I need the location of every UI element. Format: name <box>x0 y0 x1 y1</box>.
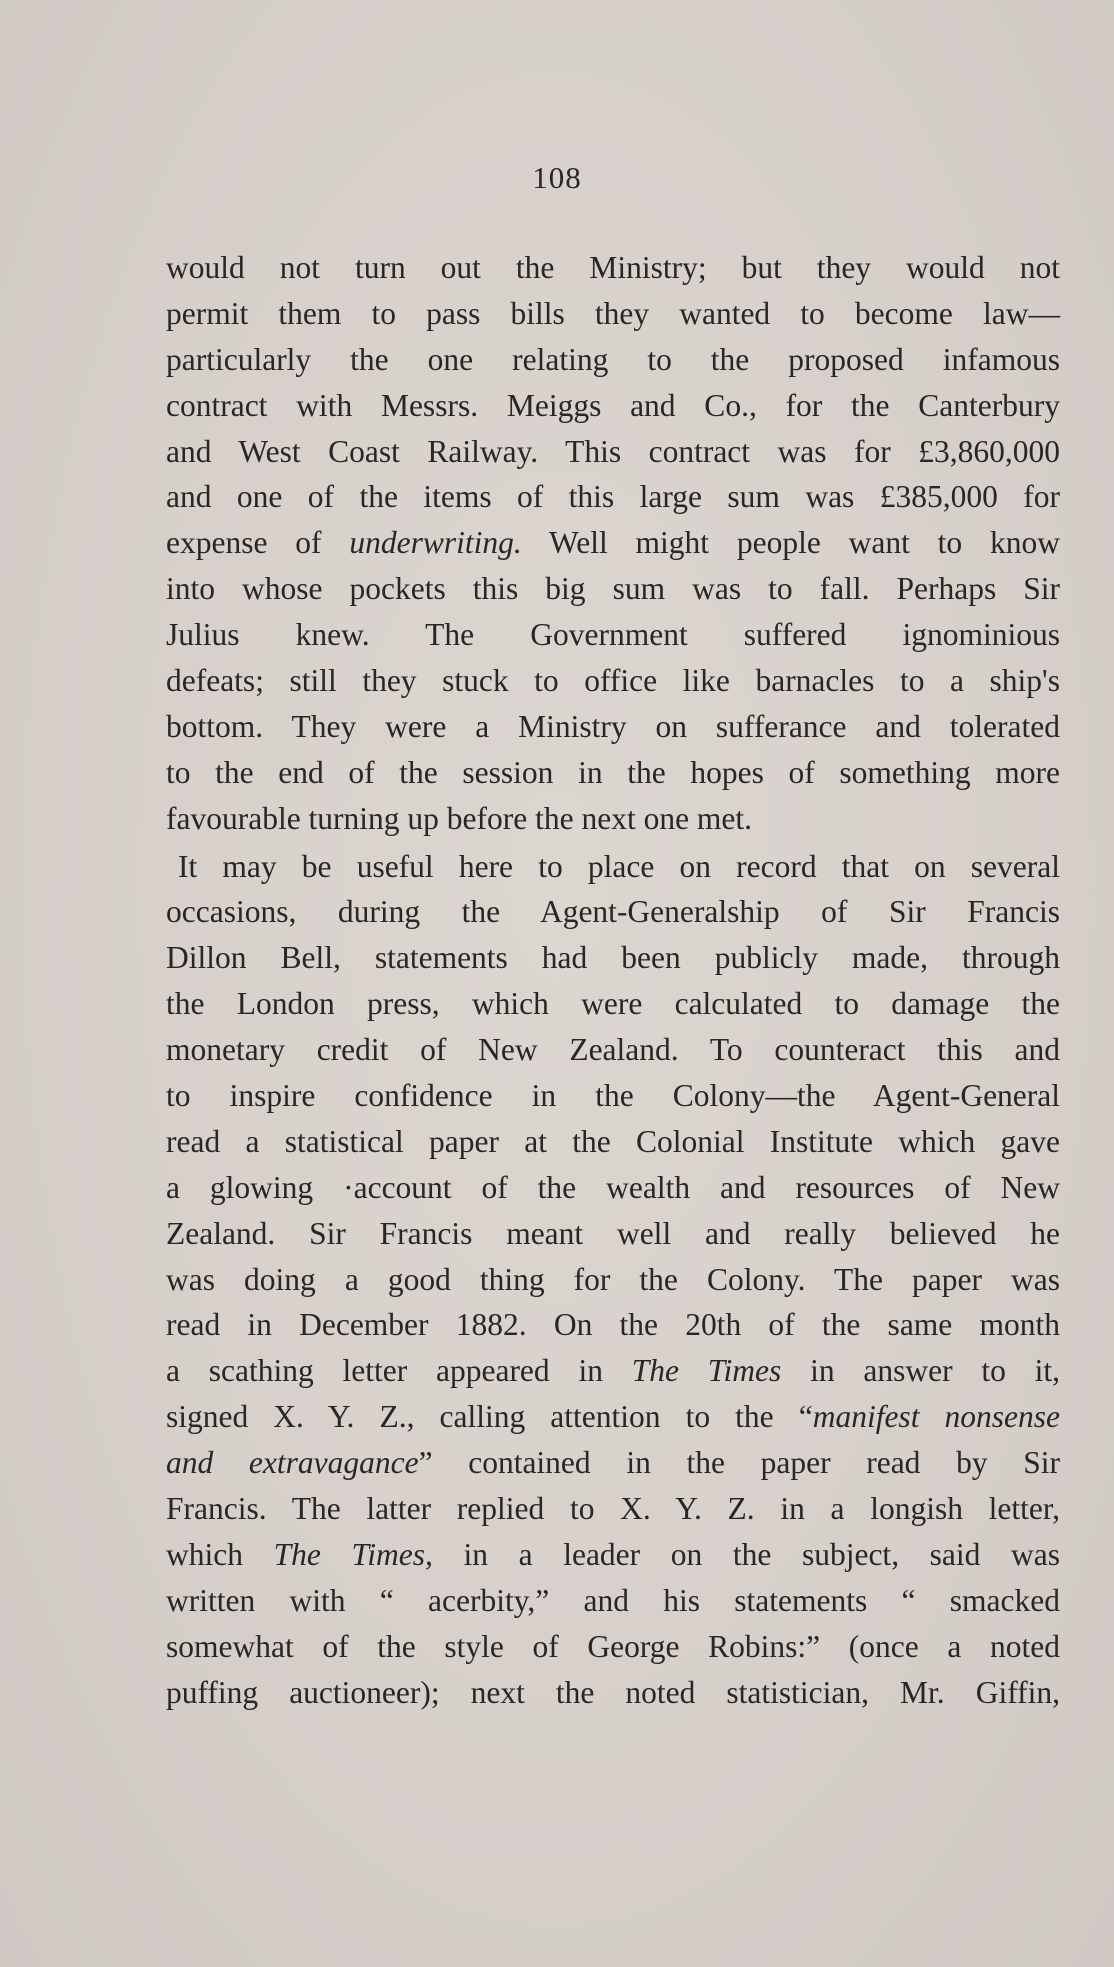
text-line: read a statistical paper at the Colonial Institute which gave <box>166 1123 1060 1159</box>
text-fragment: ” contained in the paper read by Sir <box>418 1445 1060 1481</box>
text-line: read in December 1882. On the 20th of the same month <box>166 1307 1060 1343</box>
text-fragment: expense of <box>166 525 322 561</box>
text-line: defeats; still they stuck to office like barnacles to a ship's <box>166 663 1060 699</box>
text-line <box>166 1394 1060 1440</box>
text-line: Zealand. Sir Francis meant well and really believed he <box>166 1215 1060 1251</box>
text-line <box>166 1532 1060 1578</box>
page-number: 108 <box>532 160 582 195</box>
text-line: bottom. They were a Ministry on sufferance and tolerated <box>166 708 1060 744</box>
italic-title: The Times, <box>273 1536 433 1572</box>
text-line: monetary credit of New Zealand. To counteract this and <box>166 1032 1060 1068</box>
text-line: puffing auctioneer); next the noted statistician, Mr. Giffin, <box>166 1674 1060 1710</box>
text-line: written with “ acerbity,” and his statements “ smacked <box>166 1582 1060 1618</box>
text-line <box>166 520 1060 566</box>
text-line: somewhat of the style of George Robins:” (once a noted <box>166 1628 1060 1664</box>
text-line: particularly the one relating to the proposed infamous <box>166 341 1060 377</box>
text-fragment: a scathing letter appeared in <box>166 1353 603 1389</box>
text-line: permit them to pass bills they wanted to become law— <box>166 295 1060 331</box>
text-fragment: signed X. Y. Z., calling attention to the “ <box>166 1399 813 1435</box>
text-line-paragraph-end: favourable turning up before the next one met. <box>166 800 753 836</box>
text-line: to inspire confidence in the Colony—the Agent-General <box>166 1078 1060 1114</box>
text-line: and West Coast Railway. This contract was for £3,860,000 <box>166 433 1060 469</box>
text-line: and one of the items of this large sum was £385,000 for <box>166 479 1060 515</box>
text-fragment: which <box>166 1536 243 1572</box>
text-line <box>166 1440 1060 1486</box>
text-fragment: Well might people want to know <box>549 525 1060 561</box>
text-line: Julius knew. The Government suffered ignominious <box>166 617 1060 653</box>
italic-quote: and extravagance <box>166 1445 419 1481</box>
text-fragment: in answer to it, <box>810 1353 1061 1389</box>
italic-title: The Times <box>631 1353 782 1389</box>
text-line: Francis. The latter replied to X. Y. Z. in a longish letter, <box>166 1491 1060 1527</box>
text-line: would not turn out the Ministry; but they would not <box>166 250 1060 285</box>
text-line: a glowing ·account of the wealth and resources of New <box>166 1169 1060 1205</box>
text-line: was doing a good thing for the Colony. The paper was <box>166 1261 1060 1297</box>
text-line: contract with Messrs. Meiggs and Co., for the Canterbury <box>166 387 1060 423</box>
text-line-paragraph-start: It may be useful here to place on record that on several <box>178 848 1060 884</box>
italic-quote: manifest nonsense <box>812 1399 1060 1435</box>
text-line: Dillon Bell, statements had been publicly made, through <box>166 940 1060 976</box>
text-line: the London press, which were calculated to damage the <box>166 986 1060 1022</box>
text-line <box>166 1348 1060 1394</box>
text-line: occasions, during the Agent-Generalship of Sir Francis <box>166 894 1060 930</box>
text-line: to the end of the session in the hopes of something more <box>166 754 1060 790</box>
italic-word: underwriting. <box>349 525 522 561</box>
text-line: into whose pockets this big sum was to fall. Perhaps Sir <box>166 571 1060 607</box>
text-fragment: in a leader on the subject, said was <box>463 1536 1061 1572</box>
body-text <box>166 245 1060 1716</box>
